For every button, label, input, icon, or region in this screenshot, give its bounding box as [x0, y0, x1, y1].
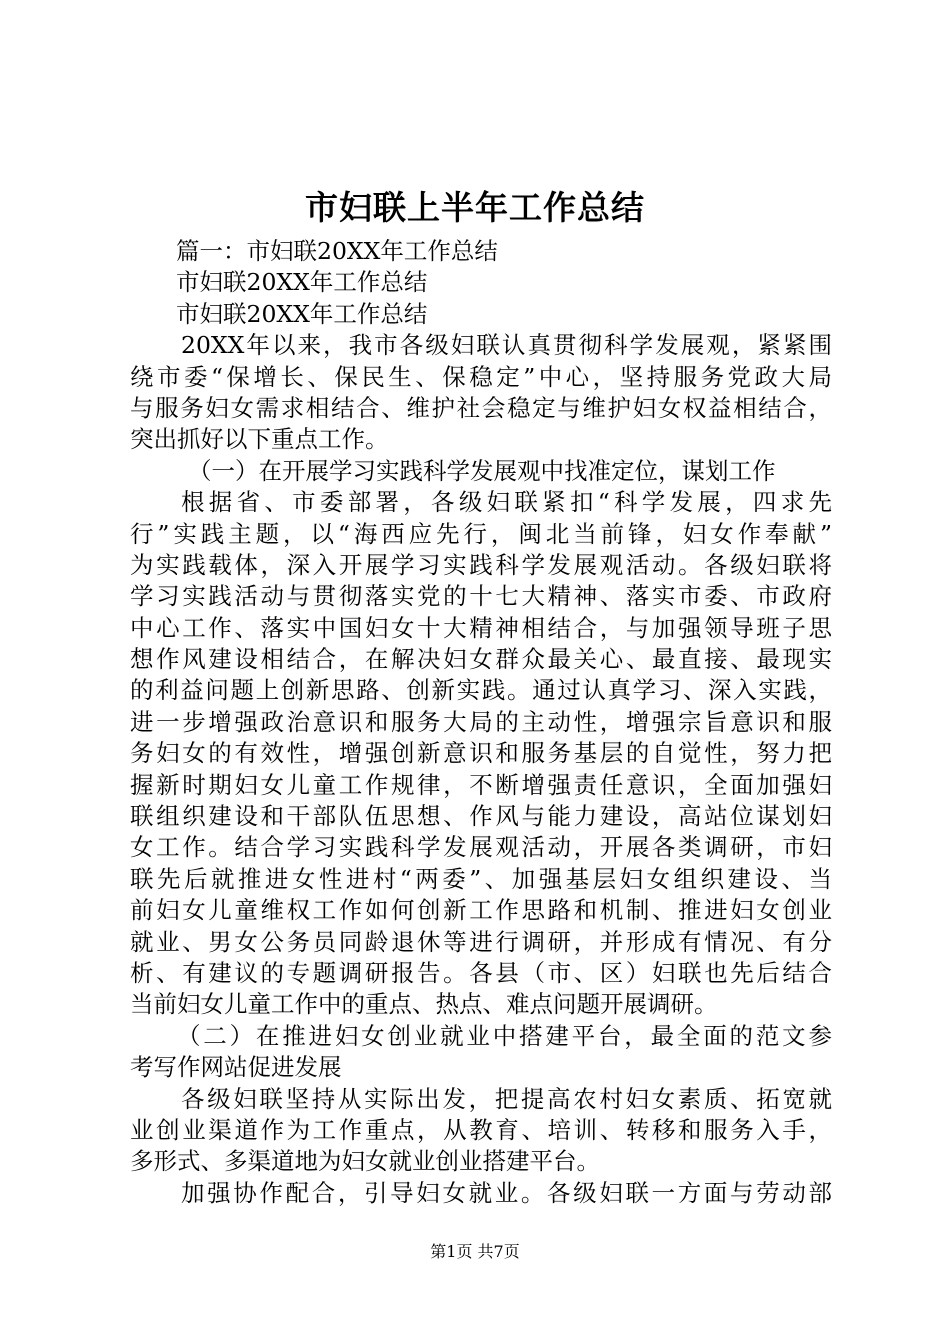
text-line: 就业、男女公务员同龄退休等进行调研，并形成有情况、有分 [130, 927, 832, 956]
text-line: 市妇联20XX年工作总结 [176, 268, 428, 297]
text-line: 女工作。结合学习实践科学发展观活动，开展各类调研，市妇 [130, 833, 832, 862]
text-line: 务妇女的有效性，增强创新意识和服务基层的自觉性，努力把 [130, 739, 832, 768]
text-line: 绕市委“保增长、保民生、保稳定”中心，坚持服务党政大局 [130, 362, 832, 391]
text-line: 各级妇联坚持从实际出发，把提高农村妇女素质、拓宽就 [181, 1084, 832, 1113]
text-line: 20XX年以来，我市各级妇联认真贯彻科学发展观，紧紧围 [181, 331, 832, 360]
text-line: 根据省、市委部署，各级妇联紧扣“科学发展，四求先 [181, 488, 832, 517]
text-line: 市妇联20XX年工作总结 [176, 299, 428, 328]
text-line: 多形式、多渠道地为妇女就业创业搭建平台。 [130, 1147, 600, 1176]
text-line: 加强协作配合，引导妇女就业。各级妇联一方面与劳动部 [181, 1178, 832, 1207]
text-line: 中心工作、落实中国妇女十大精神相结合，与加强领导班子思 [130, 613, 832, 642]
text-line: 进一步增强政治意识和服务大局的主动性，增强宗旨意识和服 [130, 707, 832, 736]
text-line: 前妇女儿童维权工作如何创新工作思路和机制、推进妇女创业 [130, 896, 832, 925]
text-line: 握新时期妇女儿童工作规律，不断增强责任意识，全面加强妇 [130, 770, 832, 799]
text-line: 联先后就推进女性进村“两委”、加强基层妇女组织建设、当 [130, 864, 832, 893]
text-line: 想作风建设相结合，在解决妇女群众最关心、最直接、最现实 [130, 645, 832, 674]
text-line: 篇一：市妇联20XX年工作总结 [176, 237, 498, 265]
page-number: 第1页 共7页 [430, 1242, 520, 1261]
document-title: 市妇联上半年工作总结 [305, 188, 645, 227]
section-heading: 考写作网站促进发展 [130, 1053, 342, 1082]
text-line: 联组织建设和干部队伍思想、作风与能力建设，高站位谋划妇 [130, 802, 832, 831]
text-line: 析、有建议的专题调研报告。各县（市、区）妇联也先后结合 [130, 958, 832, 987]
text-line: 业创业渠道作为工作重点，从教育、培训、转移和服务入手， [130, 1115, 832, 1144]
section-heading: （二）在推进妇女创业就业中搭建平台，最全面的范文参 [177, 1021, 832, 1050]
text-line: 行”实践主题，以“海西应先行，闽北当前锋，妇女作奉献” [130, 519, 832, 548]
text-line: 与服务妇女需求相结合、维护社会稳定与维护妇女权益相结合， [130, 393, 832, 422]
text-line: 的利益问题上创新思路、创新实践。通过认真学习、深入实践， [130, 676, 832, 705]
text-line: 为实践载体，深入开展学习实践科学发展观活动。各级妇联将 [130, 550, 832, 579]
text-line: 当前妇女儿童工作中的重点、热点、难点问题开展调研。 [130, 990, 718, 1019]
text-line: 突出抓好以下重点工作。 [130, 425, 389, 454]
section-heading: （一）在开展学习实践科学发展观中找准定位，谋划工作 [188, 456, 776, 485]
document-body [130, 236, 832, 1209]
text-line: 学习实践活动与贯彻落实党的十七大精神、落实市委、市政府 [130, 582, 832, 611]
